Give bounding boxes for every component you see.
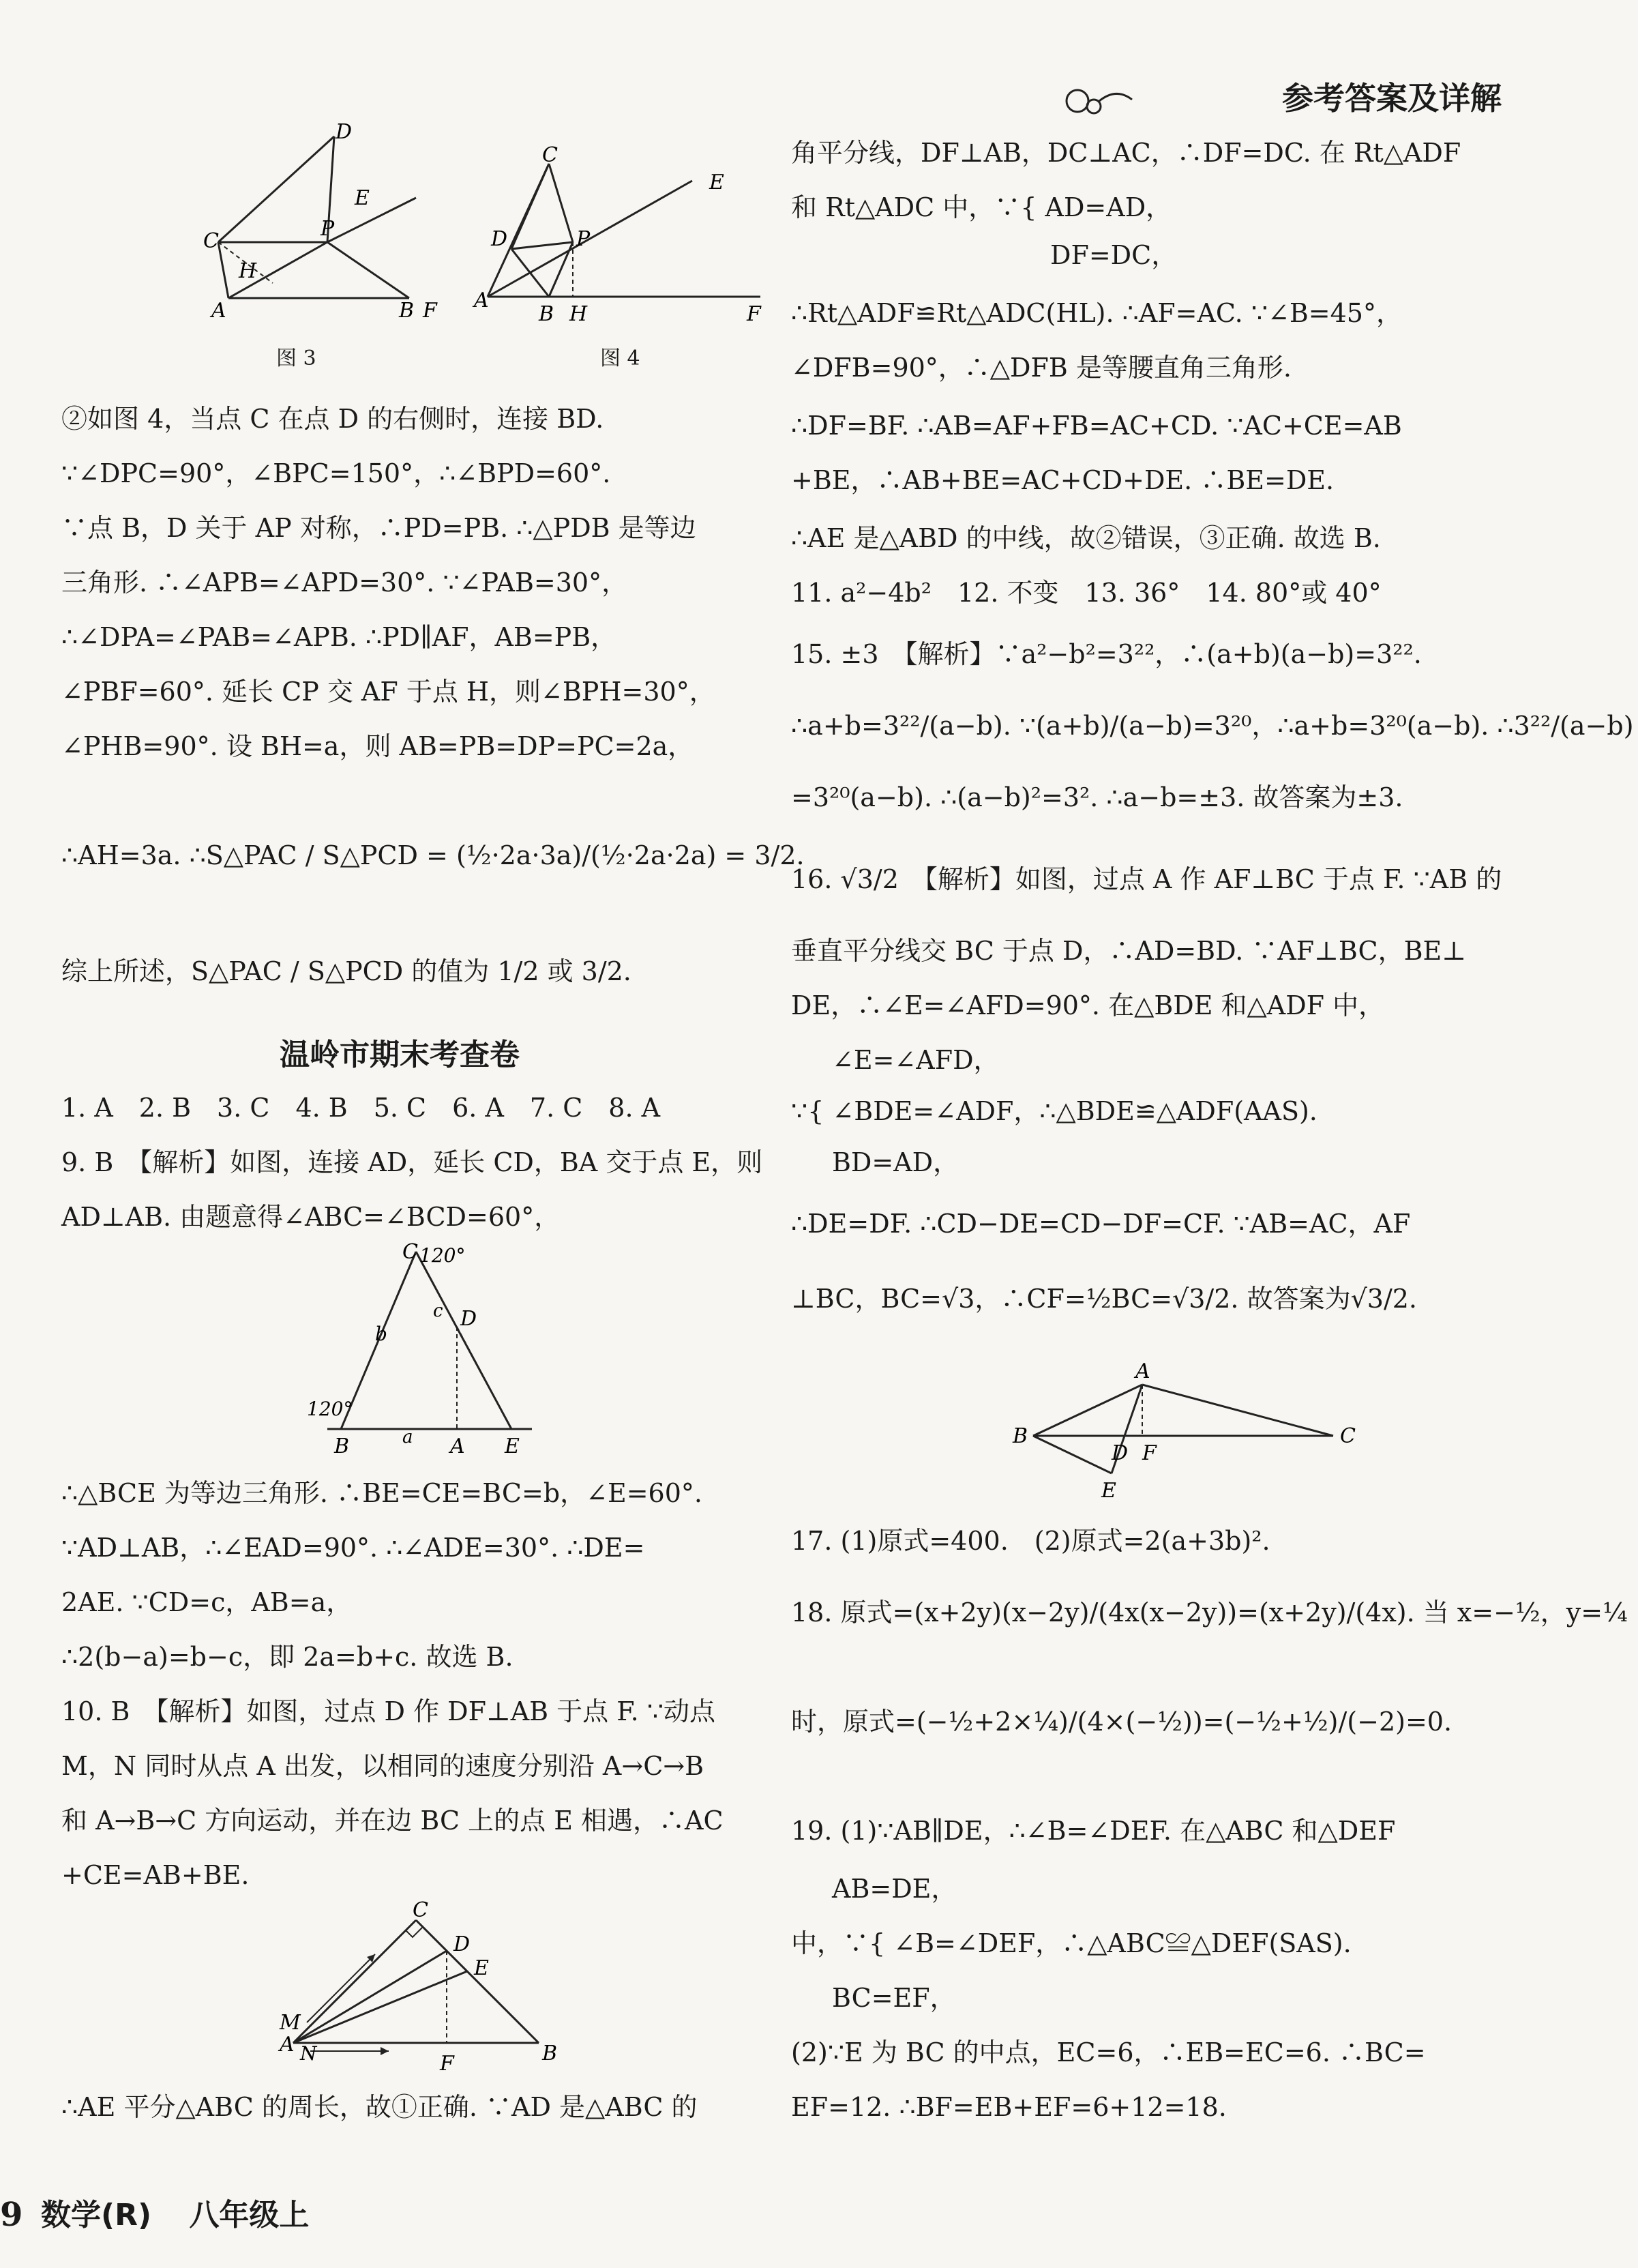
page-header-title: 参考答案及详解 bbox=[1282, 80, 1502, 117]
answer-line: (2)∵E 为 BC 的中点，EC=6，∴EB=EC=6. ∴BC= bbox=[791, 2037, 1426, 2067]
svg-text:H: H bbox=[569, 302, 588, 326]
svg-text:A: A bbox=[474, 289, 489, 312]
figure-q10 bbox=[280, 1898, 593, 2077]
text-line: ∠PBF=60°. 延长 CP 交 AF 于点 H，则∠BPH=30°， bbox=[61, 677, 715, 707]
page-footer bbox=[41, 2190, 309, 2234]
svg-text:F: F bbox=[440, 2052, 454, 2076]
svg-text:P: P bbox=[576, 227, 591, 251]
answer-line: ∴2(b−a)=b−c，即 2a=b+c. 故选 B. bbox=[61, 1642, 513, 1672]
page-number: 9 bbox=[0, 2196, 23, 2234]
answer-line: 10. B 【解析】如图，过点 D 作 DF⊥AB 于点 F. ∵动点 bbox=[61, 1696, 716, 1726]
svg-text:E: E bbox=[355, 186, 370, 210]
answer-line: 16. √3/2 【解析】如图，过点 A 作 AF⊥BC 于点 F. ∵AB 的 bbox=[791, 864, 1502, 894]
svg-text:B: B bbox=[539, 302, 554, 326]
figure-4-caption: 图 4 bbox=[600, 347, 640, 370]
formula-line: ∴AH=3a. ∴S△PAC / S△PCD = (½·2a·3a)/(½·2a·2a) = 3/2. bbox=[61, 840, 805, 870]
figure-q16 bbox=[1006, 1354, 1360, 1504]
answer-line: ⊥BC，BC=√3，∴CF=½BC=√3/2. 故答案为√3/2. bbox=[791, 1284, 1418, 1314]
text-line: ∠PHB=90°. 设 BH=a，则 AB=PB=DP=PC=2a， bbox=[61, 731, 694, 761]
answer-line: 15. ±3 【解析】∵a²−b²=3²²，∴(a+b)(a−b)=3²². bbox=[791, 639, 1422, 669]
svg-text:a: a bbox=[402, 1427, 413, 1447]
answer-line: 垂直平分线交 BC 于点 D，∴AD=BD. ∵AF⊥BC，BE⊥ bbox=[791, 936, 1467, 966]
answer-line: 1. A 2. B 3. C 4. B 5. C 6. A 7. C 8. A bbox=[61, 1093, 661, 1123]
figure-4 bbox=[474, 143, 774, 331]
answer-line: ∴△BCE 为等边三角形. ∴BE=CE=BC=b，∠E=60°. bbox=[61, 1478, 702, 1508]
text-line: ∠DFB=90°，∴△DFB 是等腰直角三角形. bbox=[791, 353, 1292, 383]
svg-text:E: E bbox=[1101, 1479, 1116, 1503]
text-line: ∴AE 是△ABD 的中线，故②错误，③正确. 故选 B. bbox=[791, 523, 1381, 553]
svg-text:C: C bbox=[542, 143, 558, 167]
footer-subject: 数学(R) bbox=[41, 2198, 152, 2233]
svg-text:D: D bbox=[460, 1307, 477, 1331]
svg-text:E: E bbox=[474, 1956, 489, 1980]
answer-line: 中，∵{ ∠B=∠DEF，∴△ABC≌△DEF(SAS). bbox=[791, 1928, 1352, 1958]
answer-line: ∴DE=DF. ∴CD−DE=CD−DF=CF. ∵AB=AC，AF bbox=[791, 1209, 1411, 1239]
answer-line: ∴a+b=3²²/(a−b). ∵(a+b)/(a−b)=3²⁰，∴a+b=3²⁰(a−b). ∴3²²/(a−b) bbox=[791, 711, 1634, 741]
svg-text:A: A bbox=[450, 1434, 465, 1458]
svg-text:B: B bbox=[1013, 1424, 1028, 1448]
svg-text:C: C bbox=[1340, 1424, 1356, 1448]
svg-text:C: C bbox=[402, 1240, 418, 1264]
answer-line: 17. (1)原式=400. (2)原式=2(a+3b)². bbox=[791, 1526, 1270, 1556]
svg-text:120°: 120° bbox=[419, 1244, 466, 1267]
text-line: ∴DF=BF. ∴AB=AF+FB=AC+CD. ∵AC+CE=AB bbox=[791, 411, 1402, 441]
text-line: ∴∠DPA=∠PAB=∠APB. ∴PD∥AF，AB=PB， bbox=[61, 622, 617, 652]
text-line: 三角形. ∴∠APB=∠APD=30°. ∵∠PAB=30°， bbox=[61, 568, 628, 598]
svg-text:c: c bbox=[433, 1301, 443, 1321]
figure-3 bbox=[136, 119, 437, 324]
figure-3-caption: 图 3 bbox=[276, 347, 316, 370]
svg-text:D: D bbox=[453, 1932, 471, 1956]
text-line: 角平分线，DF⊥AB，DC⊥AC，∴DF=DC. 在 Rt△ADF bbox=[791, 138, 1461, 168]
answer-line: 和 A→B→C 方向运动，并在边 BC 上的点 E 相遇，∴AC bbox=[61, 1806, 724, 1836]
answer-line: ∴AE 平分△ABC 的周长，故①正确. ∵AD 是△ABC 的 bbox=[61, 2092, 698, 2122]
text-line: DF=DC， bbox=[1050, 240, 1178, 270]
answer-line: BD=AD， bbox=[832, 1147, 959, 1177]
answer-line: 18. 原式=(x+2y)(x−2y)/(4x(x−2y))=(x+2y)/(4x). 当 x=−½，y=¼ bbox=[791, 1597, 1628, 1628]
text-line: +BE，∴AB+BE=AC+CD+DE. ∴BE=DE. bbox=[791, 465, 1335, 495]
answer-line: 19. (1)∵AB∥DE，∴∠B=∠DEF. 在△ABC 和△DEF bbox=[791, 1816, 1396, 1846]
answer-line: DE，∴∠E=∠AFD=90°. 在△BDE 和△ADF 中， bbox=[791, 990, 1385, 1020]
formula-line: 综上所述，S△PAC / S△PCD 的值为 1/2 或 3/2. bbox=[61, 956, 631, 986]
text-line: ∵∠DPC=90°，∠BPC=150°，∴∠BPD=60°. bbox=[61, 458, 611, 488]
answer-line: 9. B 【解析】如图，连接 AD，延长 CD，BA 交于点 E，则 bbox=[61, 1147, 763, 1177]
header-logo-icon bbox=[1058, 80, 1133, 121]
answer-line: EF=12. ∴BF=EB+EF=6+12=18. bbox=[791, 2092, 1227, 2122]
section-title: 温岭市期末考查卷 bbox=[280, 1037, 520, 1072]
answer-line: ∵AD⊥AB，∴∠EAD=90°. ∴∠ADE=30°. ∴DE= bbox=[61, 1533, 645, 1563]
svg-text:N: N bbox=[300, 2042, 317, 2065]
svg-text:120°: 120° bbox=[307, 1398, 353, 1420]
text-line: 和 Rt△ADC 中，∵{ AD=AD， bbox=[791, 192, 1172, 222]
answer-line: AB=DE， bbox=[832, 1874, 957, 1904]
svg-text:b: b bbox=[375, 1323, 387, 1345]
answer-line: M，N 同时从点 A 出发，以相同的速度分别沿 A→C→B bbox=[61, 1751, 704, 1781]
footer-grade: 八年级上 bbox=[189, 2198, 310, 2233]
svg-text:A: A bbox=[1135, 1359, 1150, 1383]
svg-text:P: P bbox=[321, 217, 335, 241]
svg-text:C: C bbox=[413, 1898, 428, 1922]
svg-text:B: B bbox=[334, 1434, 350, 1458]
svg-text:F: F bbox=[747, 302, 761, 326]
text-line: ∴Rt△ADF≌Rt△ADC(HL). ∴AF=AC. ∵∠B=45°， bbox=[791, 298, 1402, 328]
svg-text:A: A bbox=[280, 2033, 295, 2057]
text-line: ②如图 4，当点 C 在点 D 的右侧时，连接 BD. bbox=[61, 404, 604, 434]
figure-q9 bbox=[307, 1238, 593, 1463]
answer-line: =3²⁰(a−b). ∴(a−b)²=3². ∴a−b=±3. 故答案为±3. bbox=[791, 782, 1403, 812]
answer-line: ∵{ ∠BDE=∠ADF，∴△BDE≌△ADF(AAS). bbox=[791, 1096, 1317, 1126]
svg-text:E: E bbox=[709, 171, 724, 194]
svg-text:B: B bbox=[399, 299, 415, 323]
svg-text:M: M bbox=[280, 2011, 301, 2035]
text-line: ∵点 B，D 关于 AP 对称，∴PD=PB. ∴△PDB 是等边 bbox=[61, 513, 696, 543]
svg-text:E: E bbox=[505, 1434, 520, 1458]
svg-text:C: C bbox=[203, 229, 219, 253]
answer-line: BC=EF， bbox=[832, 1983, 956, 2013]
svg-text:A: A bbox=[211, 299, 226, 323]
svg-text:D: D bbox=[336, 120, 353, 144]
answer-line: 时，原式=(−½+2×¼)/(4×(−½))=(−½+½)/(−2)=0. bbox=[791, 1707, 1453, 1737]
answer-line: +CE=AB+BE. bbox=[61, 1860, 250, 1890]
svg-text:D: D bbox=[491, 227, 508, 251]
answer-line: 11. a²−4b² 12. 不变 13. 36° 14. 80°或 40° bbox=[791, 578, 1382, 608]
svg-text:H: H bbox=[239, 259, 257, 283]
answer-line: ∠E=∠AFD， bbox=[832, 1045, 1000, 1075]
svg-text:B: B bbox=[542, 2042, 558, 2065]
answer-line: 2AE. ∵CD=c，AB=a， bbox=[61, 1587, 353, 1617]
svg-text:F: F bbox=[1142, 1441, 1157, 1465]
svg-text:D: D bbox=[1112, 1441, 1129, 1465]
answer-line: AD⊥AB. 由题意得∠ABC=∠BCD=60°， bbox=[61, 1202, 561, 1232]
svg-text:F: F bbox=[423, 299, 437, 323]
